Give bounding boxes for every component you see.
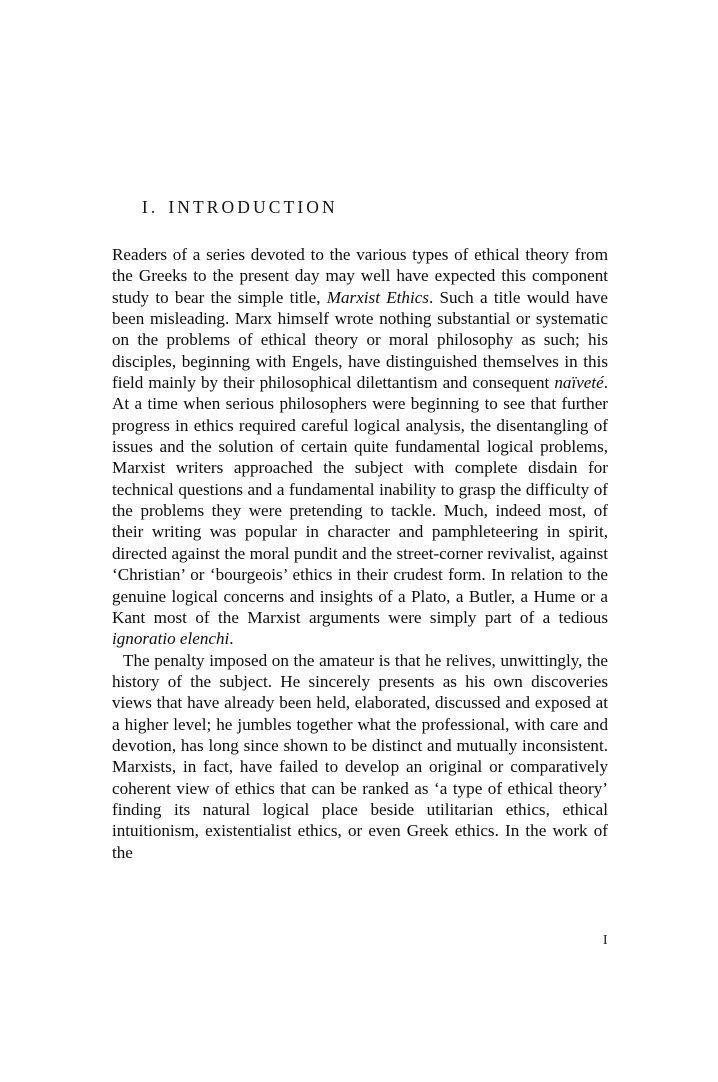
text-run: . At a time when serious philosophers were beginning to see that further progress in ethics required careful logical analysis, the disentangling of issues and the solution of certain quite fundamental logical problems, Marxist writers approached the subject with complete disdain for technical questions and a fundamental inability to grasp the difficulty of the problems they were pretending to tackle. Much, indeed most, of their writing was popular in character and pamphleteering in spirit, directed against the moral pundit and the street-corner revivalist, against ‘Christian’ or ‘bourgeois’ ethics in their crudest form. In relation to the genuine logical concerns and insights of a Plato, a Butler, a Hume or a Kant most of the Marxist arguments were simply part of a tedious (112, 373, 608, 627)
chapter-number: I. (141, 196, 159, 217)
paragraph (112, 244, 608, 650)
text-run: . (229, 629, 234, 649)
chapter-title: INTRODUCTION (168, 196, 338, 217)
italic-run: Marxist Ethics (326, 287, 429, 307)
text-run: Readers of a series devoted to the various types of ethical theory from the Greeks to the present day may well have expected this component study to bear the simple title, (112, 245, 608, 307)
page-number: I (603, 932, 608, 947)
paragraph (112, 650, 608, 863)
italic-run: naïveté (554, 373, 604, 393)
chapter-heading (112, 174, 608, 240)
body-text (112, 244, 608, 863)
text-run: The penalty imposed on the amateur is that he relives, unwittingly, the history of the subject. He sincerely presents as his own discoveries views that have already been held, elaborated, discussed and exposed at a higher level; he jumbles together what the professional, with care and devotion, has long since shown to be distinct and mutually inconsistent. Marxists, in fact, have failed to develop an original or comparatively coherent view of ethics that can be ranked as ‘a type of ethical theory’ finding its natural logical place beside utilitarian ethics, ethical intuitionism, existentialist ethics, or even Greek ethics. In the work of the (112, 650, 608, 862)
text-run: . Such a title would have been misleading. Marx himself wrote nothing substantial or systematic on the problems of ethical theory or moral philosophy as such; his disciples, beginning with Engels, have distinguished themselves in this field mainly by their philosophical dilettantism and consequent (112, 287, 608, 393)
italic-run: ignoratio elenchi (112, 629, 230, 649)
